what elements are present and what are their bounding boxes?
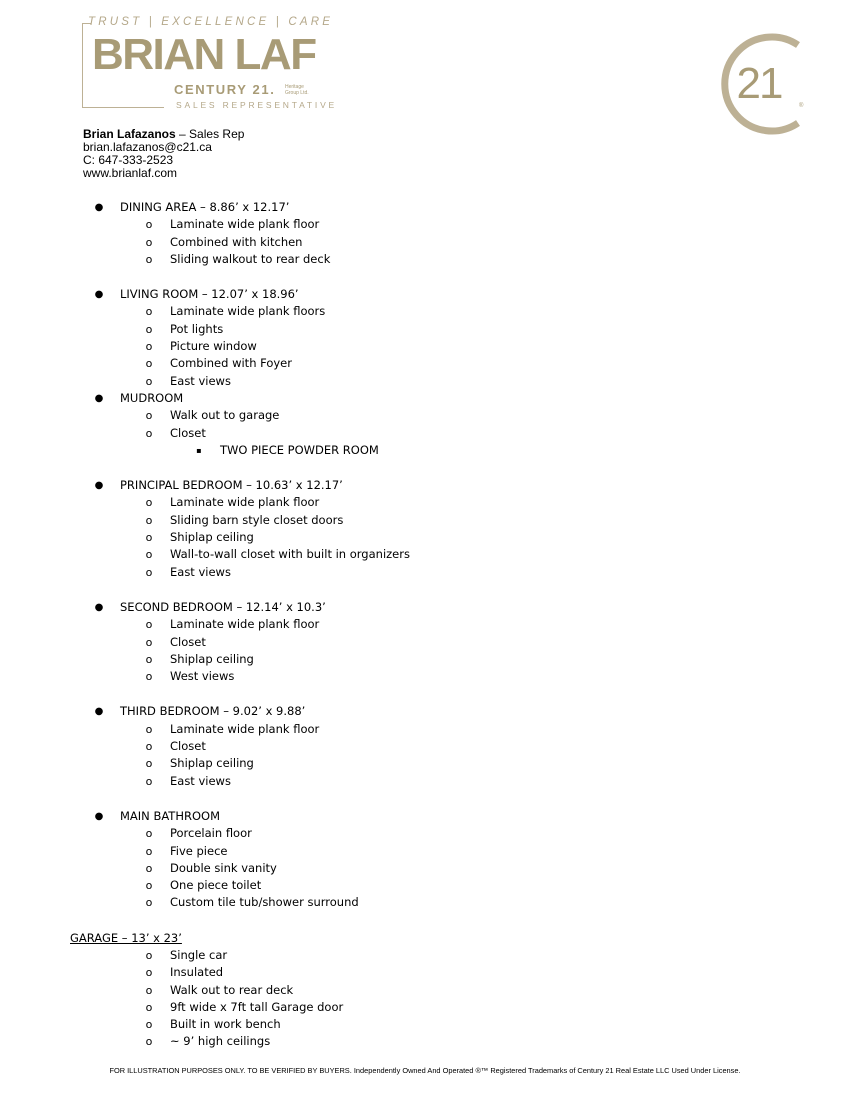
logo-brand-sub: Heritage Group Ltd.	[285, 84, 309, 96]
room-section	[0, 390, 850, 459]
list-marker: ●	[94, 601, 104, 613]
room-section	[0, 199, 850, 268]
feature-item	[0, 303, 850, 320]
list-marker: ▪	[196, 445, 202, 455]
logo-brand: CENTURY 21.	[174, 82, 276, 97]
feature-item	[0, 755, 850, 772]
feature-item	[0, 668, 850, 685]
feature-item-text: Combined with Foyer	[170, 356, 292, 371]
room-section	[0, 286, 850, 390]
room-title	[0, 808, 850, 825]
list-marker: ●	[94, 480, 104, 492]
list-marker: o	[145, 983, 153, 997]
sub-feature-item	[0, 442, 850, 459]
logo-role: SALES REPRESENTATIVE	[176, 100, 338, 110]
feature-item	[0, 355, 850, 372]
feature-item-text: Custom tile tub/shower surround	[170, 895, 359, 910]
room-title	[0, 477, 850, 494]
feature-item	[0, 860, 850, 877]
contact-website[interactable]: www.brianlaf.com	[83, 166, 178, 180]
feature-item-text: Porcelain floor	[170, 826, 252, 841]
list-marker: o	[145, 513, 153, 527]
feature-item-text: Closet	[170, 425, 206, 440]
list-marker: o	[145, 357, 153, 371]
feature-item-text: Sliding walkout to rear deck	[170, 251, 331, 266]
feature-item	[0, 425, 850, 442]
feature-item-text: East views	[170, 373, 231, 388]
feature-item-text: Laminate wide plank floor	[170, 495, 320, 510]
room-section	[0, 703, 850, 789]
room-title-text: THIRD BEDROOM – 9.02’ x 9.88’	[120, 704, 306, 719]
list-marker: o	[145, 966, 153, 980]
feature-item	[0, 634, 850, 651]
feature-item-text: Laminate wide plank floor	[170, 617, 320, 632]
list-marker: o	[145, 635, 153, 649]
feature-item-text: Double sink vanity	[170, 860, 277, 875]
list-marker: o	[145, 861, 153, 875]
list-marker: o	[145, 565, 153, 579]
feature-item	[0, 338, 850, 355]
room-title	[0, 199, 850, 216]
garage-feature-item	[0, 999, 850, 1016]
list-marker: o	[145, 740, 153, 754]
logo-frame-left	[82, 23, 83, 107]
contact-email[interactable]: brian.lafazanos@c21.ca	[83, 140, 212, 154]
list-marker: o	[145, 218, 153, 232]
room-title-text: LIVING ROOM – 12.07’ x 18.96’	[120, 287, 299, 302]
list-marker: o	[145, 340, 153, 354]
logo-name: BRIAN LAF	[92, 30, 316, 79]
list-marker: o	[145, 652, 153, 666]
feature-item	[0, 494, 850, 511]
room-title-text: SECOND BEDROOM – 12.14’ x 10.3’	[120, 599, 326, 614]
feature-item-text: Laminate wide plank floors	[170, 304, 326, 319]
feature-item	[0, 843, 850, 860]
feature-item-text: Combined with kitchen	[170, 234, 303, 249]
garage-feature-item-text: Built in work bench	[170, 1017, 281, 1032]
logo-tagline: TRUST | EXCELLENCE | CARE	[88, 16, 334, 28]
feature-item-text: Wall-to-wall closet with built in organizers	[170, 547, 410, 562]
list-marker: o	[145, 722, 153, 736]
feature-item-text: Closet	[170, 634, 206, 649]
feature-item	[0, 373, 850, 390]
feature-item	[0, 825, 850, 842]
feature-item	[0, 738, 850, 755]
list-marker: o	[145, 426, 153, 440]
feature-item-text: Laminate wide plank floor	[170, 217, 320, 232]
room-title-text: PRINCIPAL BEDROOM – 10.63’ x 12.17’	[120, 478, 343, 493]
room-title	[0, 703, 850, 720]
room-section	[0, 477, 850, 581]
feature-item-text: Five piece	[170, 843, 228, 858]
feature-item	[0, 564, 850, 581]
room-title-text: DINING AREA – 8.86’ x 12.17’	[120, 200, 290, 214]
list-marker: o	[145, 948, 153, 962]
list-marker: o	[145, 409, 153, 423]
room-title	[0, 599, 850, 616]
room-title	[0, 286, 850, 303]
feature-item-text: Shiplap ceiling	[170, 756, 254, 771]
feature-item-text: East views	[170, 773, 231, 788]
list-marker: ●	[94, 706, 104, 718]
list-marker: o	[145, 235, 153, 249]
room-section	[0, 599, 850, 685]
feature-item-text: Walk out to garage	[170, 408, 280, 423]
garage-feature-item-text: Single car	[170, 947, 228, 962]
contact-block	[83, 128, 244, 180]
sub-feature-item-text: TWO PIECE POWDER ROOM	[220, 442, 379, 457]
feature-item-text: Shiplap ceiling	[170, 651, 254, 666]
feature-item	[0, 721, 850, 738]
list-marker: o	[145, 618, 153, 632]
room-features-list	[0, 199, 850, 1051]
feature-item	[0, 321, 850, 338]
garage-feature-item	[0, 1033, 850, 1050]
room-section	[0, 808, 850, 912]
list-marker: o	[145, 827, 153, 841]
feature-item	[0, 651, 850, 668]
seal-registered-mark: ®	[799, 103, 804, 109]
room-title-text: MUDROOM	[120, 390, 184, 405]
feature-item	[0, 529, 850, 546]
list-marker: ●	[94, 202, 104, 213]
feature-item	[0, 216, 850, 233]
list-marker: o	[145, 879, 153, 893]
feature-item	[0, 251, 850, 268]
list-marker: o	[145, 757, 153, 771]
feature-item-text: One piece toilet	[170, 878, 262, 893]
feature-item	[0, 407, 850, 424]
room-title	[0, 390, 850, 407]
list-marker: o	[145, 1000, 153, 1014]
garage-feature-item	[0, 1016, 850, 1033]
list-marker: ●	[94, 810, 104, 822]
list-marker: o	[145, 496, 153, 510]
garage-feature-item-text: 9ft wide x 7ft tall Garage door	[170, 999, 344, 1014]
feature-item-text: Sliding barn style closet doors	[170, 512, 344, 527]
list-marker: ●	[94, 289, 104, 301]
list-marker: o	[145, 896, 153, 910]
room-title-text: MAIN BATHROOM	[120, 808, 220, 823]
logo-frame-bottom	[82, 107, 164, 108]
garage-feature-item	[0, 947, 850, 964]
feature-item	[0, 877, 850, 894]
brian-laf-logo	[82, 14, 337, 114]
list-marker: o	[145, 305, 153, 319]
feature-item	[0, 616, 850, 633]
list-marker: o	[145, 374, 153, 388]
feature-item	[0, 234, 850, 251]
garage-feature-item-text: ~ 9’ high ceilings	[170, 1034, 271, 1049]
list-marker: o	[145, 531, 153, 545]
feature-item	[0, 512, 850, 529]
feature-item-text: Pot lights	[170, 321, 224, 336]
feature-item-text: East views	[170, 564, 231, 579]
disclaimer-footer: FOR ILLUSTRATION PURPOSES ONLY. TO BE VERIFIED BY BUYERS. Independently Owned And Operated ®™ Registered Trademarks of Century 21 Real Estate LLC Used Under License.	[109, 1066, 741, 1075]
garage-feature-item	[0, 982, 850, 999]
feature-item	[0, 546, 850, 563]
list-marker: o	[145, 1018, 153, 1032]
garage-feature-item-text: Walk out to rear deck	[170, 982, 294, 997]
seal-number: 21	[736, 59, 782, 108]
feature-item-text: Shiplap ceiling	[170, 530, 254, 545]
feature-item-text: Laminate wide plank floor	[170, 721, 320, 736]
list-marker: o	[145, 548, 153, 562]
list-marker: o	[145, 844, 153, 858]
feature-item	[0, 773, 850, 790]
feature-item-text: Closet	[170, 739, 206, 754]
contact-phone: C: 647-333-2523	[83, 153, 174, 167]
garage-feature-item	[0, 964, 850, 981]
garage-title: GARAGE – 13’ x 23’	[70, 930, 182, 945]
list-marker: ●	[94, 392, 104, 404]
contact-title: – Sales Rep	[175, 127, 245, 141]
century21-seal-logo	[708, 28, 808, 140]
garage-feature-item-text: Insulated	[170, 965, 224, 980]
feature-item	[0, 894, 850, 911]
contact-name: Brian Lafazanos	[83, 127, 176, 141]
garage-heading	[0, 930, 850, 947]
list-marker: o	[145, 322, 153, 336]
list-marker: o	[145, 252, 153, 266]
list-marker: o	[145, 670, 153, 684]
feature-item-text: Picture window	[170, 339, 257, 354]
list-marker: o	[145, 1035, 153, 1049]
feature-item-text: West views	[170, 669, 235, 684]
list-marker: o	[145, 774, 153, 788]
